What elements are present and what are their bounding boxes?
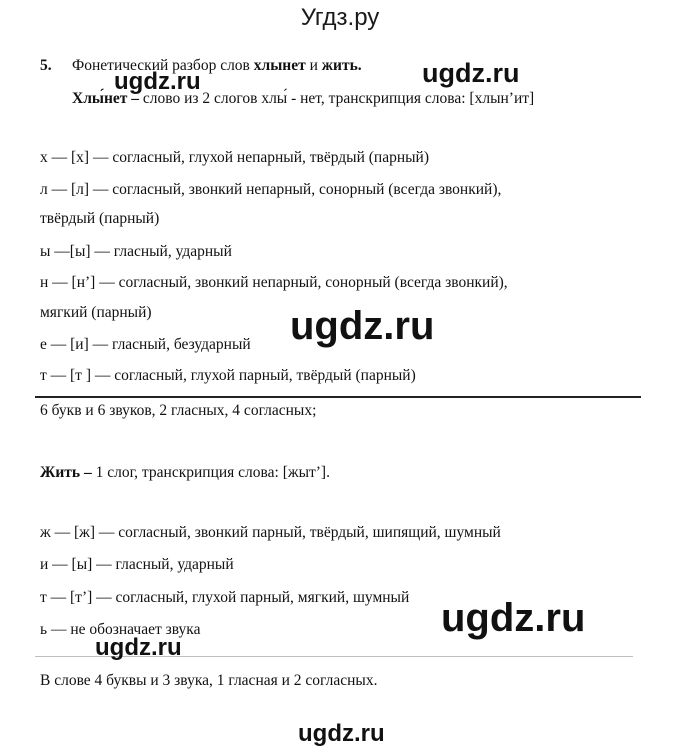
word1-bold: хлынет	[253, 57, 306, 74]
and-text: и	[305, 57, 322, 74]
word1-line: л — [л] — согласный, звонкий непарный, сонорный (всегда звонкий),	[40, 181, 502, 198]
word2-line: ж — [ж] — согласный, звонкий парный, твёрдый, шипящий, шумный	[40, 524, 501, 541]
word1-heading-rest: слово из 2 слогов хлы́ - нет, транскрипция слова: [хлын’ит]	[139, 90, 535, 107]
word1-line: х — [х] — согласный, глухой непарный, твёрдый (парный)	[40, 149, 429, 166]
word1-line: твёрдый (парный)	[40, 210, 160, 227]
word1-line: н — [н’] — согласный, звонкий непарный, сонорный (всегда звонкий),	[40, 274, 508, 291]
watermark: ugdz.ru	[298, 720, 385, 747]
site-title: Угдз.ру	[300, 4, 380, 31]
word2-line: и — [ы] — гласный, ударный	[40, 556, 234, 573]
watermark: ugdz.ru	[422, 58, 520, 88]
watermark: ugdz.ru	[441, 596, 586, 640]
exercise-number: 5.	[40, 57, 52, 74]
word1-summary: 6 букв и 6 звуков, 2 гласных, 4 согласных;	[40, 402, 317, 419]
section-divider	[35, 396, 641, 398]
word2-heading-rest: 1 слог, транскрипция слова: [жыт’].	[91, 464, 330, 481]
word1-line: ы —[ы] — гласный, ударный	[40, 243, 232, 260]
watermark: ugdz.ru	[290, 304, 435, 348]
word2-line: ь — не обозначает звука	[40, 621, 201, 638]
word2-summary: В слове 4 буквы и 3 звука, 1 гласная и 2 согласных.	[40, 672, 378, 689]
word1-heading-bold: Хлы́нет –	[72, 90, 140, 107]
word1-line: т — [т ] — согласный, глухой парный, твёрдый (парный)	[40, 367, 416, 384]
word1-line: е — [и] — гласный, безударный	[40, 336, 251, 353]
word2-line: т — [т’] — согласный, глухой парный, мягкий, шумный	[40, 589, 410, 606]
word2-heading-bold: Жить –	[40, 464, 92, 481]
word2-heading	[40, 464, 330, 482]
watermark: ugdz.ru	[114, 68, 201, 95]
word1-line: мягкий (парный)	[40, 304, 152, 321]
intro-text: Фонетический разбор слов	[72, 57, 254, 74]
watermark: ugdz.ru	[95, 634, 182, 661]
exercise-intro-line	[40, 57, 52, 75]
word2-bold: жить.	[321, 57, 362, 74]
